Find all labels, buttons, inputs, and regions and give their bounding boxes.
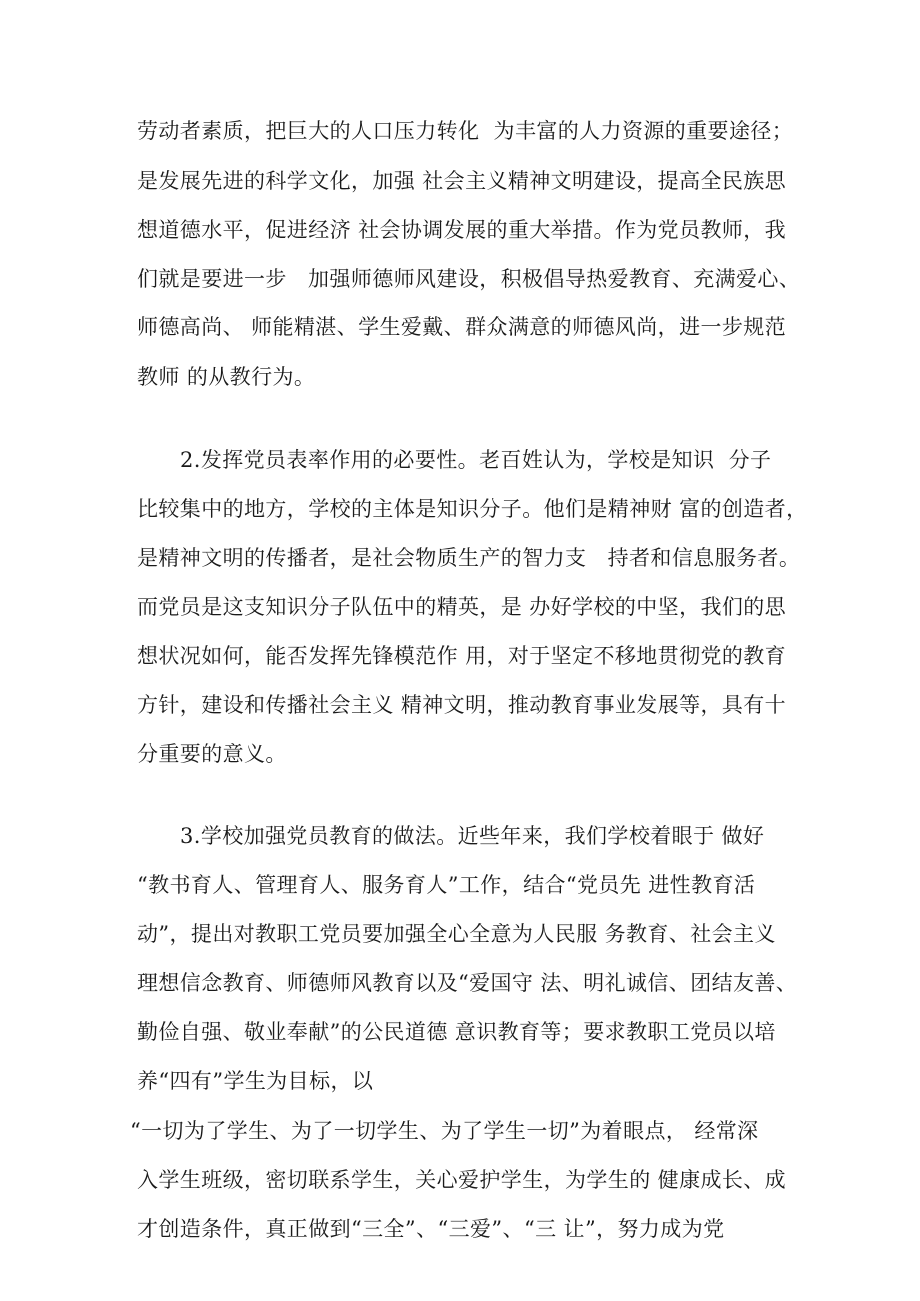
text-line: 教师 的从教行为。 — [137, 365, 316, 389]
paragraph-heading-2: 2.发挥党员表率作用的必要性。老百姓认为，学校是知识 分子 — [180, 448, 772, 472]
text-line: “一切为了学生、为了一切学生、为了学生一切”为着眼点， 经常深 — [130, 1119, 759, 1143]
text-line: 理想信念教育、师德师风教育以及“爱国守 法、明礼诚信、团结友善、 — [137, 971, 798, 995]
text-line: “教书育人、管理育人、服务育人”工作，结合“党员先 进性教育活 — [137, 873, 756, 897]
text-line: 是发展先进的科学文化，加强 社会主义精神文明建设，提高全民族思 — [137, 169, 787, 193]
paragraph-heading-3: 3.学校加强党员教育的做法。近些年来，我们学校着眼于 做好 — [180, 824, 765, 848]
text-line: 比较集中的地方，学校的主体是知识分子。他们是精神财 富的创造者， — [137, 497, 808, 521]
text-line: 而党员是这支知识分子队伍中的精英，是 办好学校的中坚，我们的思 — [137, 595, 787, 619]
text-line: 是精神文明的传播者，是社会物质生产的智力支 持者和信息服务者。 — [137, 546, 801, 570]
text-line: 想道德水平，促进经济 社会协调发展的重大举措。作为党员教师，我 — [137, 218, 787, 242]
text-line: 方针，建设和传播社会主义 精神文明，推动教育事业发展等，具有十 — [137, 693, 787, 717]
text-line: 师德高尚、 师能精湛、学生爱戴、群众满意的师德风尚，进一步规范 — [137, 315, 787, 339]
text-line: 养“四有”学生为目标，以 — [137, 1069, 374, 1093]
text-line: 才创造条件，真正做到“三全”、“三爱”、“三 让”，努力成为党 — [137, 1217, 725, 1241]
text-line: 动”，提出对教职工党员要加强全心全意为人民服 务教育、社会主义 — [137, 922, 776, 946]
text-line: 入学生班级，密切联系学生，关心爱护学生，为学生的 健康成长、成 — [137, 1168, 787, 1192]
text-line: 分重要的意义。 — [137, 742, 287, 766]
text-line: 们就是要进一步 加强师德师风建设，积极倡导热爱教育、充满爱心、 — [137, 267, 801, 291]
text-line: 勤俭自强、敬业奉献”的公民道德 意识教育等；要求教职工党员以培 — [137, 1020, 776, 1044]
text-line: 想状况如何，能否发挥先锋模范作 用，对于坚定不移地贯彻党的教育 — [137, 644, 787, 668]
text-line: 劳动者素质，把巨大的人口压力转化 为丰富的人力资源的重要途径； — [137, 119, 794, 143]
